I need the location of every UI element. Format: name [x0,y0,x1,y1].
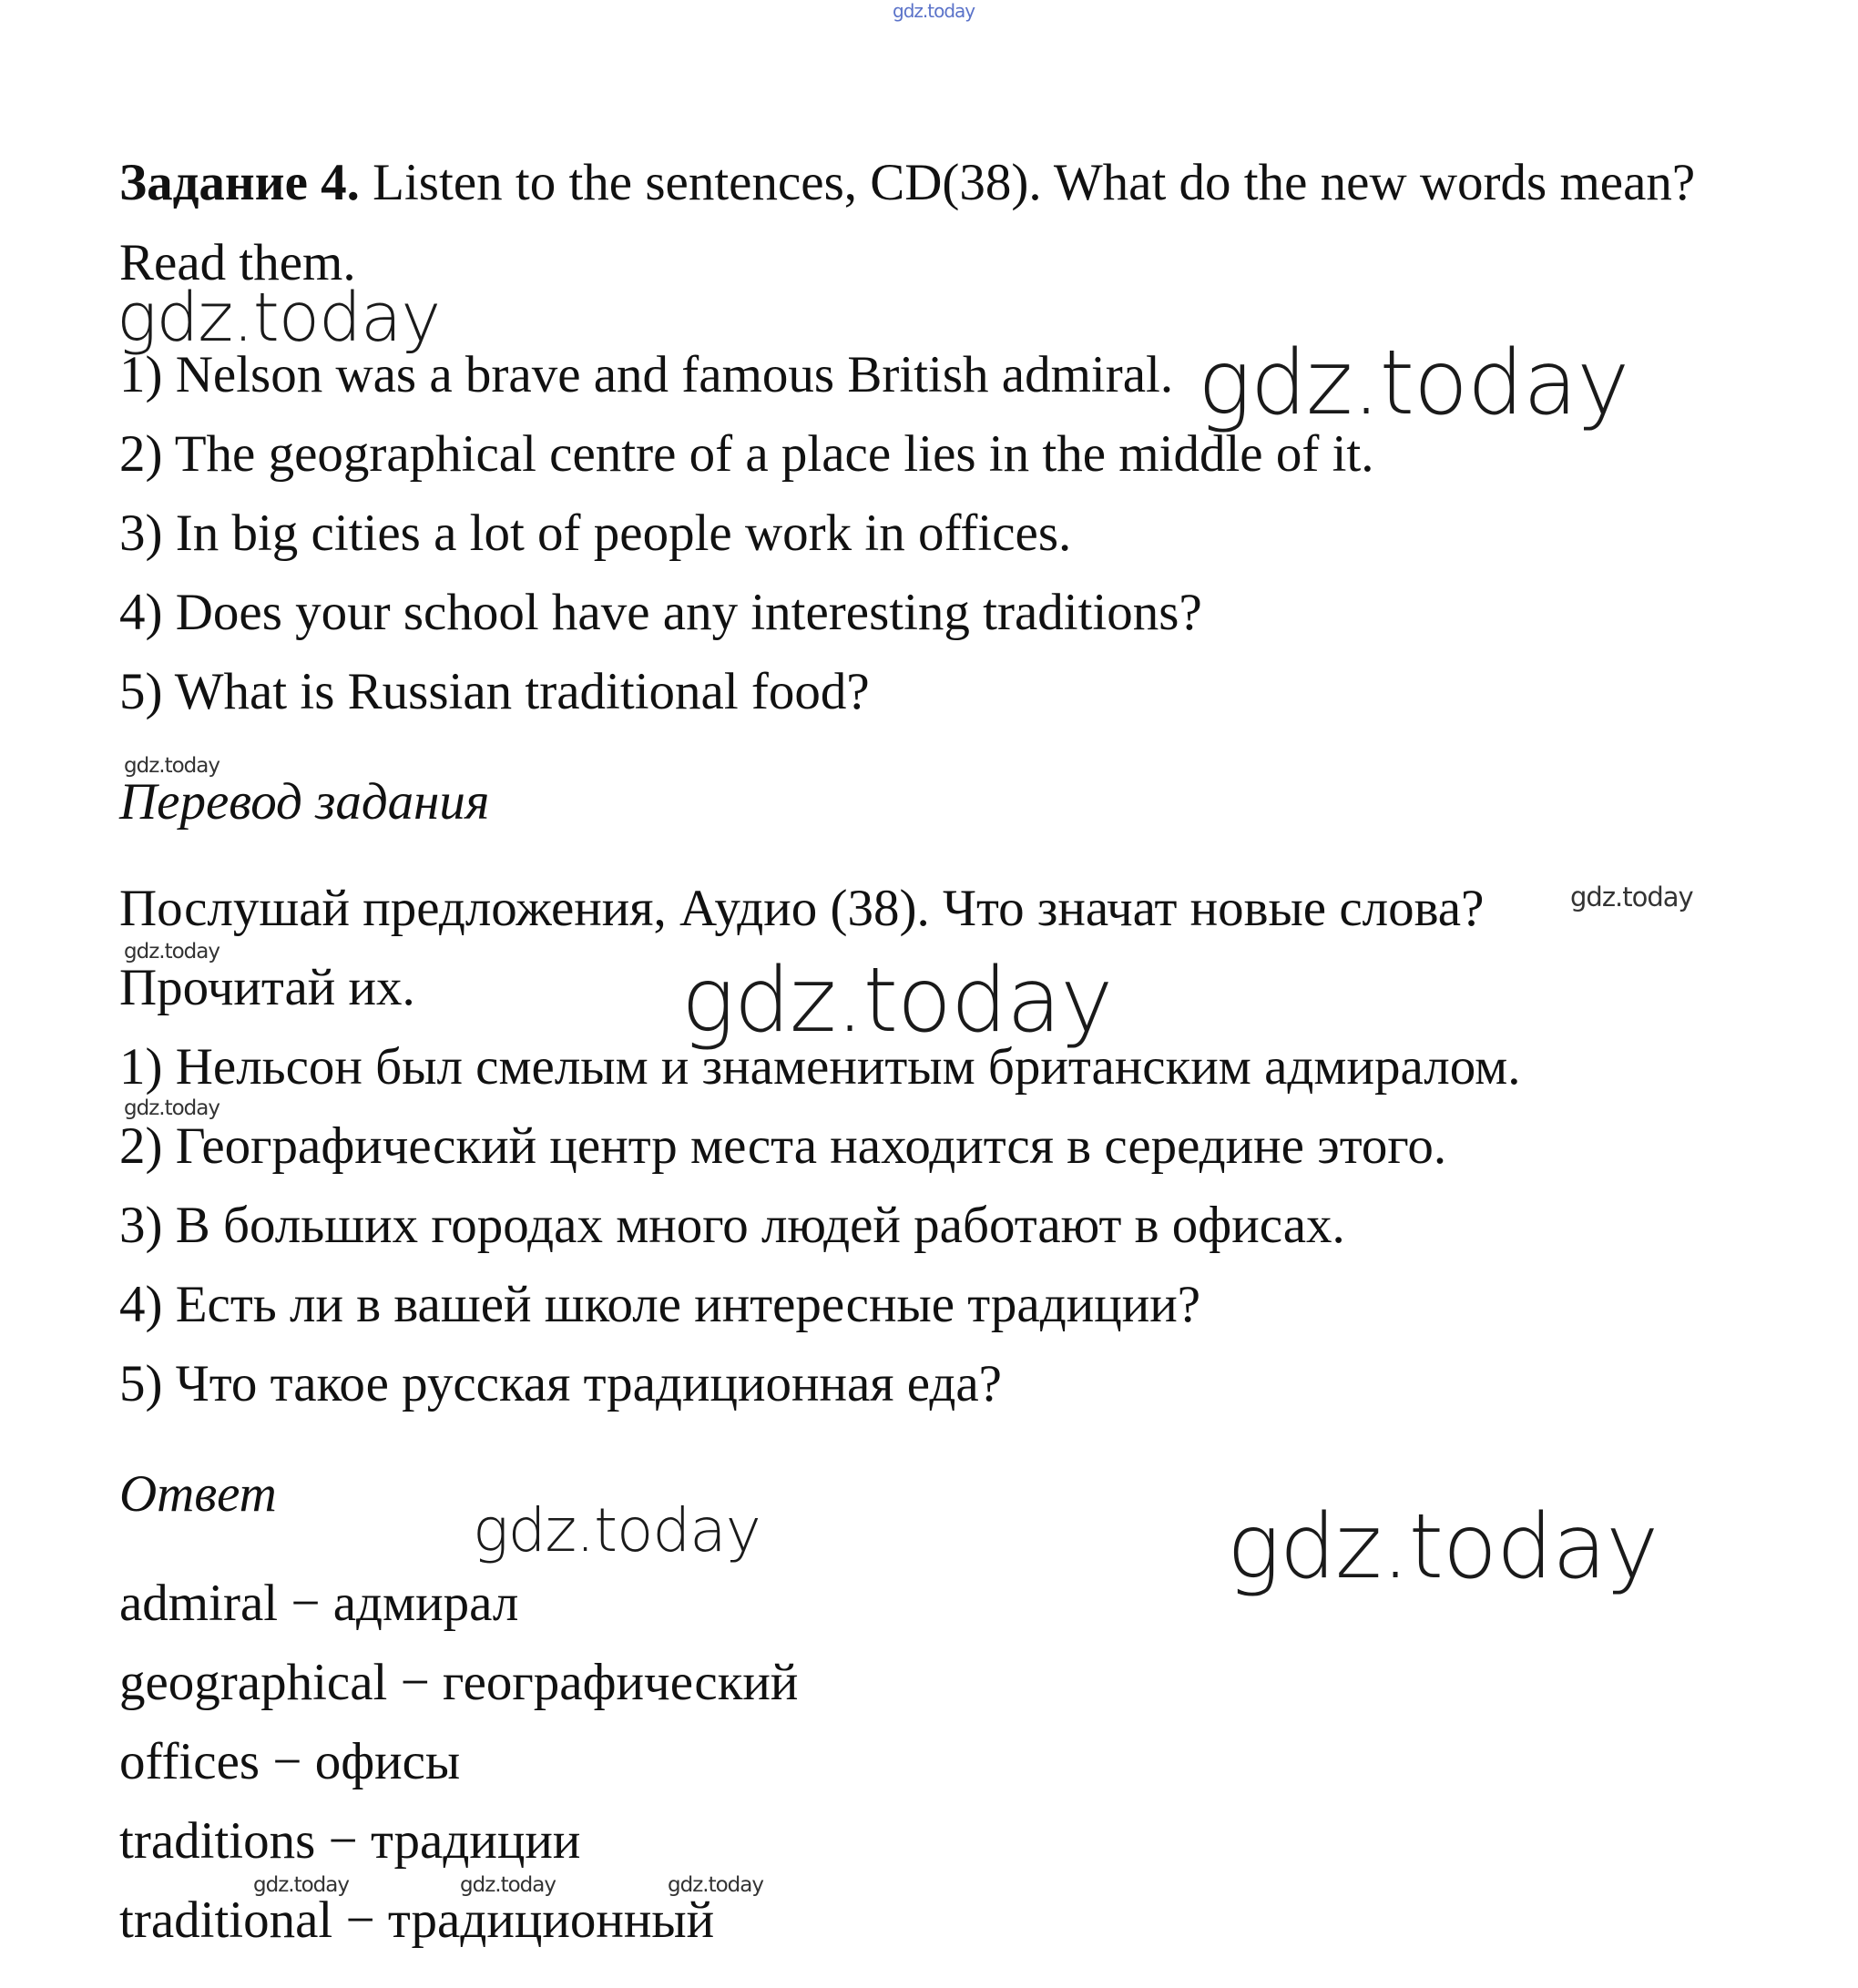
task-instruction-cont: Read them. [119,234,356,291]
translation-sentence-1: 1) Нельсон был смелым и знаменитым британским адмиралом. [119,1038,1521,1096]
watermark: gdz.today [117,279,441,357]
watermark: gdz.today [124,754,219,778]
watermark: gdz.today [253,1873,349,1897]
watermark: gdz.today [124,940,219,963]
translation-sentence-3: 3) В больших городах много людей работают в офисах. [119,1197,1345,1254]
sentence-3: 3) In big cities a lot of people work in offices. [119,505,1072,562]
sentence-2: 2) The geographical centre of a place lies in the middle of it. [119,425,1374,483]
answer-item: admiral − адмирал [119,1575,519,1632]
task-label: Задание 4. [119,154,360,211]
translation-sentence-4: 4) Есть ли в вашей школе интересные традиции? [119,1276,1201,1333]
watermark: gdz.today [668,1873,763,1897]
watermark-top: gdz.today [893,0,975,22]
watermark: gdz.today [1570,882,1693,912]
answer-item: traditional − традиционный [119,1891,715,1949]
watermark: gdz.today [1198,331,1629,435]
translation-heading: Перевод задания [119,773,490,831]
translation-sentence-2: 2) Географический центр места находится в середине этого. [119,1117,1447,1175]
sentence-1: 1) Nelson was a brave and famous British admiral. [119,346,1174,403]
answer-heading: Ответ [119,1465,277,1523]
watermark: gdz.today [1227,1495,1659,1599]
sentence-5: 5) What is Russian traditional food? [119,663,870,720]
watermark: gdz.today [473,1495,761,1565]
answer-item: offices − офисы [119,1733,461,1790]
answer-item: geographical − географический [119,1654,799,1711]
translation-line-2: Прочитай их. [119,959,415,1016]
watermark: gdz.today [124,1096,219,1120]
watermark: gdz.today [681,949,1113,1053]
translation-line-1: Послушай предложения, Аудио (38). Что значат новые слова? [119,880,1485,937]
task-header [119,154,1696,211]
answer-item: traditions − традиции [119,1812,581,1870]
sentence-4: 4) Does your school have any interesting traditions? [119,584,1202,641]
translation-sentence-5: 5) Что такое русская традиционная еда? [119,1355,1002,1412]
watermark: gdz.today [460,1873,556,1897]
task-instruction: Listen to the sentences, CD(38). What do the new words mean? [359,154,1696,211]
